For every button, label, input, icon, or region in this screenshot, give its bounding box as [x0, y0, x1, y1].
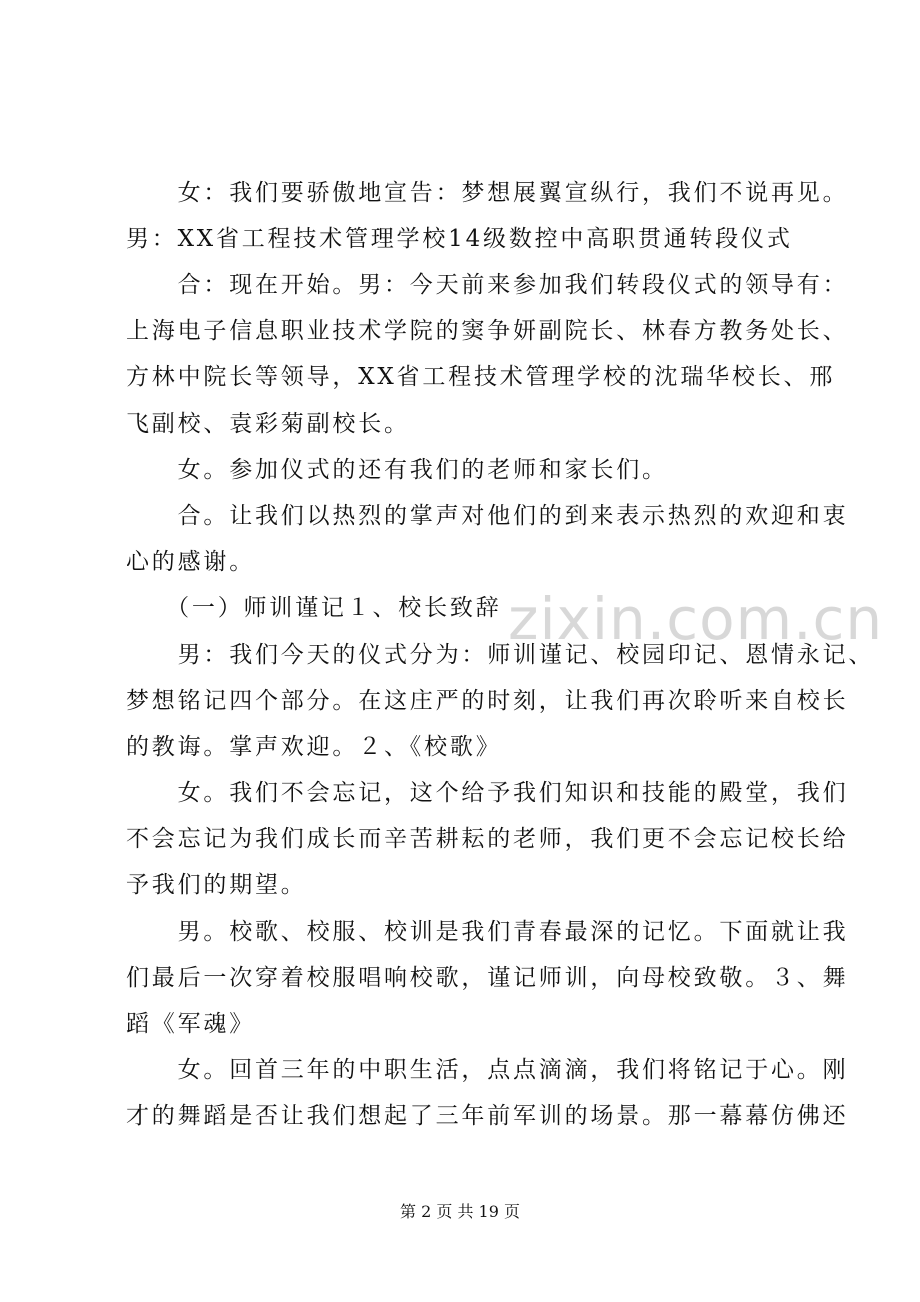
text-line: 女。参加仪式的还有我们的老师和家长们。: [126, 457, 668, 483]
text-line: 合。让我们以热烈的掌声对他们的到来表示热烈的欢迎和衷: [126, 503, 849, 529]
text-line: 方林中院长等领导，XX省工程技术管理学校的沈瑞华校长、邢: [126, 364, 836, 390]
text-line: 男：XX省工程技术管理学校14级数控中高职贯通转段仪式: [126, 226, 793, 252]
text-line: 蹈《军魂》: [126, 1011, 255, 1037]
watermark: zixin.com.cn: [508, 585, 884, 653]
text-line: 飞副校、袁彩菊副校长。: [126, 411, 410, 437]
text-line: 男。校歌、校服、校训是我们青春最深的记忆。下面就让我: [126, 919, 849, 945]
text-line: 上海电子信息职业技术学院的窦争妍副院长、林春方教务处长、: [126, 318, 849, 344]
text-line: 男：我们今天的仪式分为：师训谨记、校园印记、恩情永记、: [126, 642, 875, 668]
text-line: 合：现在开始。男：今天前来参加我们转段仪式的领导有：: [126, 272, 849, 298]
text-line: 的教诲。掌声欢迎。２、《校歌》: [126, 734, 502, 760]
text-line: 予我们的期望。: [126, 872, 307, 898]
text-line: 梦想铭记四个部分。在这庄严的时刻，让我们再次聆听来自校长: [126, 688, 849, 714]
text-line: 心的感谢。: [126, 549, 255, 575]
page-footer: 第 2 页 共 19 页: [400, 1202, 520, 1221]
text-line: 们最后一次穿着校服唱响校歌，谨记师训，向母校致敬。３、舞: [126, 965, 849, 991]
text-line: 女：我们要骄傲地宣告：梦想展翼宣纵行，我们不说再见。: [126, 180, 849, 206]
text-line: 不会忘记为我们成长而辛苦耕耘的老师，我们更不会忘记校长给: [126, 826, 849, 852]
text-line: 女。回首三年的中职生活，点点滴滴，我们将铭记于心。刚: [126, 1057, 849, 1083]
section-heading: （一）师训谨记１、校长致辞: [126, 595, 502, 621]
text-line: 女。我们不会忘记，这个给予我们知识和技能的殿堂，我们: [126, 780, 849, 806]
text-line: 才的舞蹈是否让我们想起了三年前军训的场景。那一幕幕仿佛还: [126, 1103, 849, 1129]
